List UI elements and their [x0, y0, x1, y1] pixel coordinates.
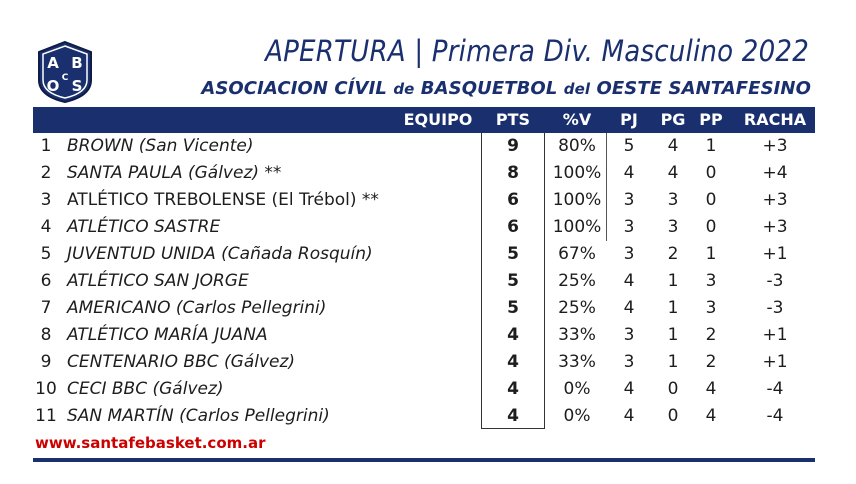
- pp-cell: 4: [705, 379, 717, 399]
- table-row: [33, 376, 815, 403]
- pj-cell: 4: [623, 163, 635, 183]
- pg-cell: 0: [667, 406, 679, 426]
- pp-cell: 0: [705, 163, 717, 183]
- team-cell: ATLÉTICO SAN JORGE: [67, 271, 249, 291]
- pp-cell: 3: [705, 298, 717, 318]
- team-cell: BROWN (San Vicente): [67, 136, 254, 156]
- table-row: [33, 268, 815, 295]
- column-header-pts: PTS: [495, 110, 531, 129]
- pts-cell: 5: [507, 271, 519, 291]
- column-header-pp: PP: [699, 110, 723, 129]
- club-shield-logo: [33, 40, 97, 104]
- pg-cell: 3: [667, 217, 679, 237]
- pj-cell: 4: [623, 298, 635, 318]
- pp-cell: 4: [705, 406, 717, 426]
- racha-cell: +1: [762, 352, 788, 372]
- svg-text:B: B: [71, 54, 83, 72]
- bottom-divider: [33, 458, 815, 462]
- pj-cell: 3: [623, 352, 635, 372]
- pg-cell: 4: [667, 163, 679, 183]
- position-cell: 3: [40, 190, 52, 210]
- position-cell: 9: [40, 352, 52, 372]
- svg-text:C: C: [61, 73, 69, 83]
- racha-cell: +1: [762, 244, 788, 264]
- pg-cell: 0: [667, 379, 679, 399]
- pp-cell: 3: [705, 271, 717, 291]
- table-row: [33, 403, 815, 430]
- racha-cell: -3: [766, 271, 784, 291]
- pct-cell: 33%: [558, 325, 596, 345]
- table-row: [33, 187, 815, 214]
- website-link[interactable]: www.santafebasket.com.ar: [35, 434, 266, 452]
- team-cell: ATLÉTICO MARÍA JUANA: [67, 325, 268, 345]
- column-header-pg: PG: [660, 110, 686, 129]
- position-cell: 2: [40, 163, 52, 183]
- svg-text:O: O: [46, 77, 60, 95]
- pj-cell: 3: [623, 190, 635, 210]
- pct-cell: 100%: [552, 190, 602, 210]
- column-header-racha: RACHA: [743, 110, 807, 129]
- pct-cell: 33%: [558, 352, 596, 372]
- team-cell: SAN MARTÍN (Carlos Pellegrini): [67, 406, 330, 426]
- pts-cell: 4: [507, 406, 519, 426]
- svg-text:S: S: [71, 77, 83, 95]
- position-cell: 11: [35, 406, 57, 426]
- pp-cell: 1: [705, 244, 717, 264]
- column-header-pj: PJ: [620, 110, 638, 129]
- pts-cell: 4: [507, 352, 519, 372]
- pts-cell: 6: [507, 217, 519, 237]
- subtitle-part: del: [563, 80, 591, 98]
- team-cell: SANTA PAULA (Gálvez) **: [67, 163, 282, 183]
- table-row: [33, 322, 815, 349]
- pp-cell: 1: [705, 136, 717, 156]
- pj-cell: 3: [623, 325, 635, 345]
- pp-cell: 0: [705, 190, 717, 210]
- racha-cell: +3: [762, 217, 788, 237]
- pj-cell: 4: [623, 379, 635, 399]
- position-cell: 1: [40, 136, 52, 156]
- table-row: [33, 241, 815, 268]
- pp-cell: 0: [705, 217, 717, 237]
- subtitle-part: BASQUETBOL: [414, 78, 564, 99]
- pct-cell: 80%: [558, 136, 596, 156]
- page-subtitle: [201, 78, 811, 99]
- team-cell: JUVENTUD UNIDA (Cañada Rosquín): [67, 244, 373, 264]
- team-cell: ATLÉTICO TREBOLENSE (El Trébol) **: [67, 190, 379, 210]
- table-row: [33, 214, 815, 241]
- position-cell: 6: [40, 271, 52, 291]
- team-cell: CECI BBC (Gálvez): [67, 379, 224, 399]
- racha-cell: +4: [762, 163, 788, 183]
- pts-cell: 4: [507, 379, 519, 399]
- pct-cell: 0%: [563, 379, 591, 399]
- page-title: APERTURA | Primera Div. Masculino 2022: [265, 34, 809, 68]
- pct-cell: 67%: [558, 244, 596, 264]
- racha-cell: +3: [762, 136, 788, 156]
- table-row: [33, 295, 815, 322]
- pg-cell: 4: [667, 136, 679, 156]
- racha-cell: +1: [762, 325, 788, 345]
- pts-cell: 9: [507, 136, 519, 156]
- pct-cell: 25%: [558, 271, 596, 291]
- pj-cell: 5: [623, 136, 635, 156]
- standings-table: [33, 133, 815, 430]
- racha-cell: -4: [766, 379, 784, 399]
- pg-cell: 1: [667, 325, 679, 345]
- pts-cell: 6: [507, 190, 519, 210]
- position-cell: 10: [35, 379, 57, 399]
- table-row: [33, 160, 815, 187]
- pj-cell: 4: [623, 271, 635, 291]
- position-cell: 5: [40, 244, 52, 264]
- pct-cell: 100%: [552, 163, 602, 183]
- column-header-equipo: EQUIPO: [403, 110, 473, 129]
- pts-cell: 5: [507, 244, 519, 264]
- pg-cell: 1: [667, 352, 679, 372]
- pp-cell: 2: [705, 325, 717, 345]
- pts-cell: 8: [507, 163, 519, 183]
- pg-cell: 1: [667, 271, 679, 291]
- subtitle-part: ASOCIACION CÍVIL: [201, 78, 394, 99]
- team-cell: CENTENARIO BBC (Gálvez): [67, 352, 296, 372]
- pj-cell: 3: [623, 217, 635, 237]
- svg-text:A: A: [47, 54, 59, 72]
- pct-cell: 100%: [552, 217, 602, 237]
- subtitle-part: OESTE SANTAFESINO: [590, 78, 811, 99]
- racha-cell: -3: [766, 298, 784, 318]
- pct-cell: 25%: [558, 298, 596, 318]
- position-cell: 7: [40, 298, 52, 318]
- column-header-pct: %V: [562, 110, 592, 129]
- pts-cell: 5: [507, 298, 519, 318]
- table-row: [33, 349, 815, 376]
- pg-cell: 3: [667, 190, 679, 210]
- pp-cell: 2: [705, 352, 717, 372]
- pj-cell: 4: [623, 406, 635, 426]
- subtitle-part: de: [393, 80, 415, 98]
- pct-cell: 0%: [563, 406, 591, 426]
- pg-cell: 2: [667, 244, 679, 264]
- racha-cell: -4: [766, 406, 784, 426]
- racha-cell: +3: [762, 190, 788, 210]
- position-cell: 8: [40, 325, 52, 345]
- pts-cell: 4: [507, 325, 519, 345]
- team-cell: AMERICANO (Carlos Pellegrini): [67, 298, 327, 318]
- table-row: [33, 133, 815, 160]
- position-cell: 4: [40, 217, 52, 237]
- pj-cell: 3: [623, 244, 635, 264]
- pg-cell: 1: [667, 298, 679, 318]
- standings-header: [33, 107, 815, 133]
- team-cell: ATLÉTICO SASTRE: [67, 217, 221, 237]
